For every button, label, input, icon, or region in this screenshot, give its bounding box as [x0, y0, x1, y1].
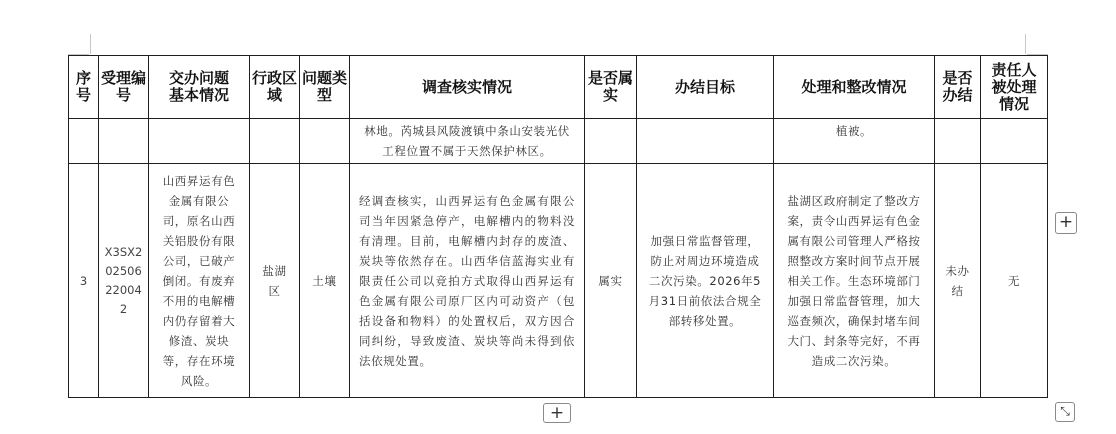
continued-investigation-cell: 林地。芮城县风陵渡镇中条山安装光伏工程位置不属于天然保护林区。 — [350, 119, 585, 164]
investigation-cell: 经调查核实，山西昇运有色金属有限公司当年因紧急停产，电解槽内的物料没有清理。目前，电解槽内封存的废渣、炭块等依然存在。山西华信蓝海实业有限责任公司以竞拍方式取得山西昇运有色金属有限公司原厂区内可动资产（包括设备和物料）的处置权后，双方因合同纠纷，导致废渣、炭块等尚未得到依法依规处置。 — [350, 164, 585, 398]
table-row — [69, 164, 1048, 398]
header-investigation: 调查核实情况 — [350, 56, 585, 119]
header-seq: 序号 — [69, 56, 99, 119]
problem-cell: 山西昇运有色金属有限公司，原名山西关铝股份有限公司，已破产倒闭。有废弃不用的电解槽内仍存留着大修渣、炭块等，存在环境风险。 — [149, 164, 250, 398]
header-is-true: 是否属实 — [585, 56, 637, 119]
header-responsible: 责任人被处理情况 — [981, 56, 1048, 119]
crop-mark-top-left-vertical — [90, 34, 91, 54]
problem-type-cell: 土壤 — [300, 164, 350, 398]
goal-cell: 加强日常监督管理，防止对周边环境造成二次污染。2026年5月31日前依法合规全部转移处置。 — [637, 164, 774, 398]
add-column-button[interactable]: + — [1055, 212, 1077, 234]
table-resize-handle[interactable]: ⤡ — [1055, 402, 1075, 422]
crop-mark-top-right-vertical — [1025, 34, 1026, 54]
header-problem-type: 问题类型 — [300, 56, 350, 119]
header-region: 行政区域 — [250, 56, 300, 119]
add-row-button[interactable]: + — [543, 403, 571, 423]
responsible-cell: 无 — [981, 164, 1048, 398]
seq-cell: 3 — [69, 164, 99, 398]
header-is-closed: 是否办结 — [935, 56, 981, 119]
complaint-table — [68, 55, 1048, 398]
header-row — [69, 56, 1048, 119]
table-row-continued — [69, 119, 1048, 164]
header-problem: 交办问题基本情况 — [149, 56, 250, 119]
acceptance-no-cell: X3SX202506220042 — [99, 164, 149, 398]
is-true-cell: 属实 — [585, 164, 637, 398]
rectification-cell: 盐湖区政府制定了整改方案，责令山西昇运有色金属有限公司管理人严格按照整改方案时间节点开展相关工作。生态环境部门加强日常监督管理，加大巡查频次，确保封堵车间大门、封条等完好，不再造成二次污染。 — [774, 164, 935, 398]
continued-rectification-cell: 植被。 — [774, 119, 935, 164]
header-goal: 办结目标 — [637, 56, 774, 119]
region-cell: 盐湖区 — [250, 164, 300, 398]
is-closed-cell: 未办结 — [935, 164, 981, 398]
header-rectification: 处理和整改情况 — [774, 56, 935, 119]
header-acceptance-no: 受理编号 — [99, 56, 149, 119]
